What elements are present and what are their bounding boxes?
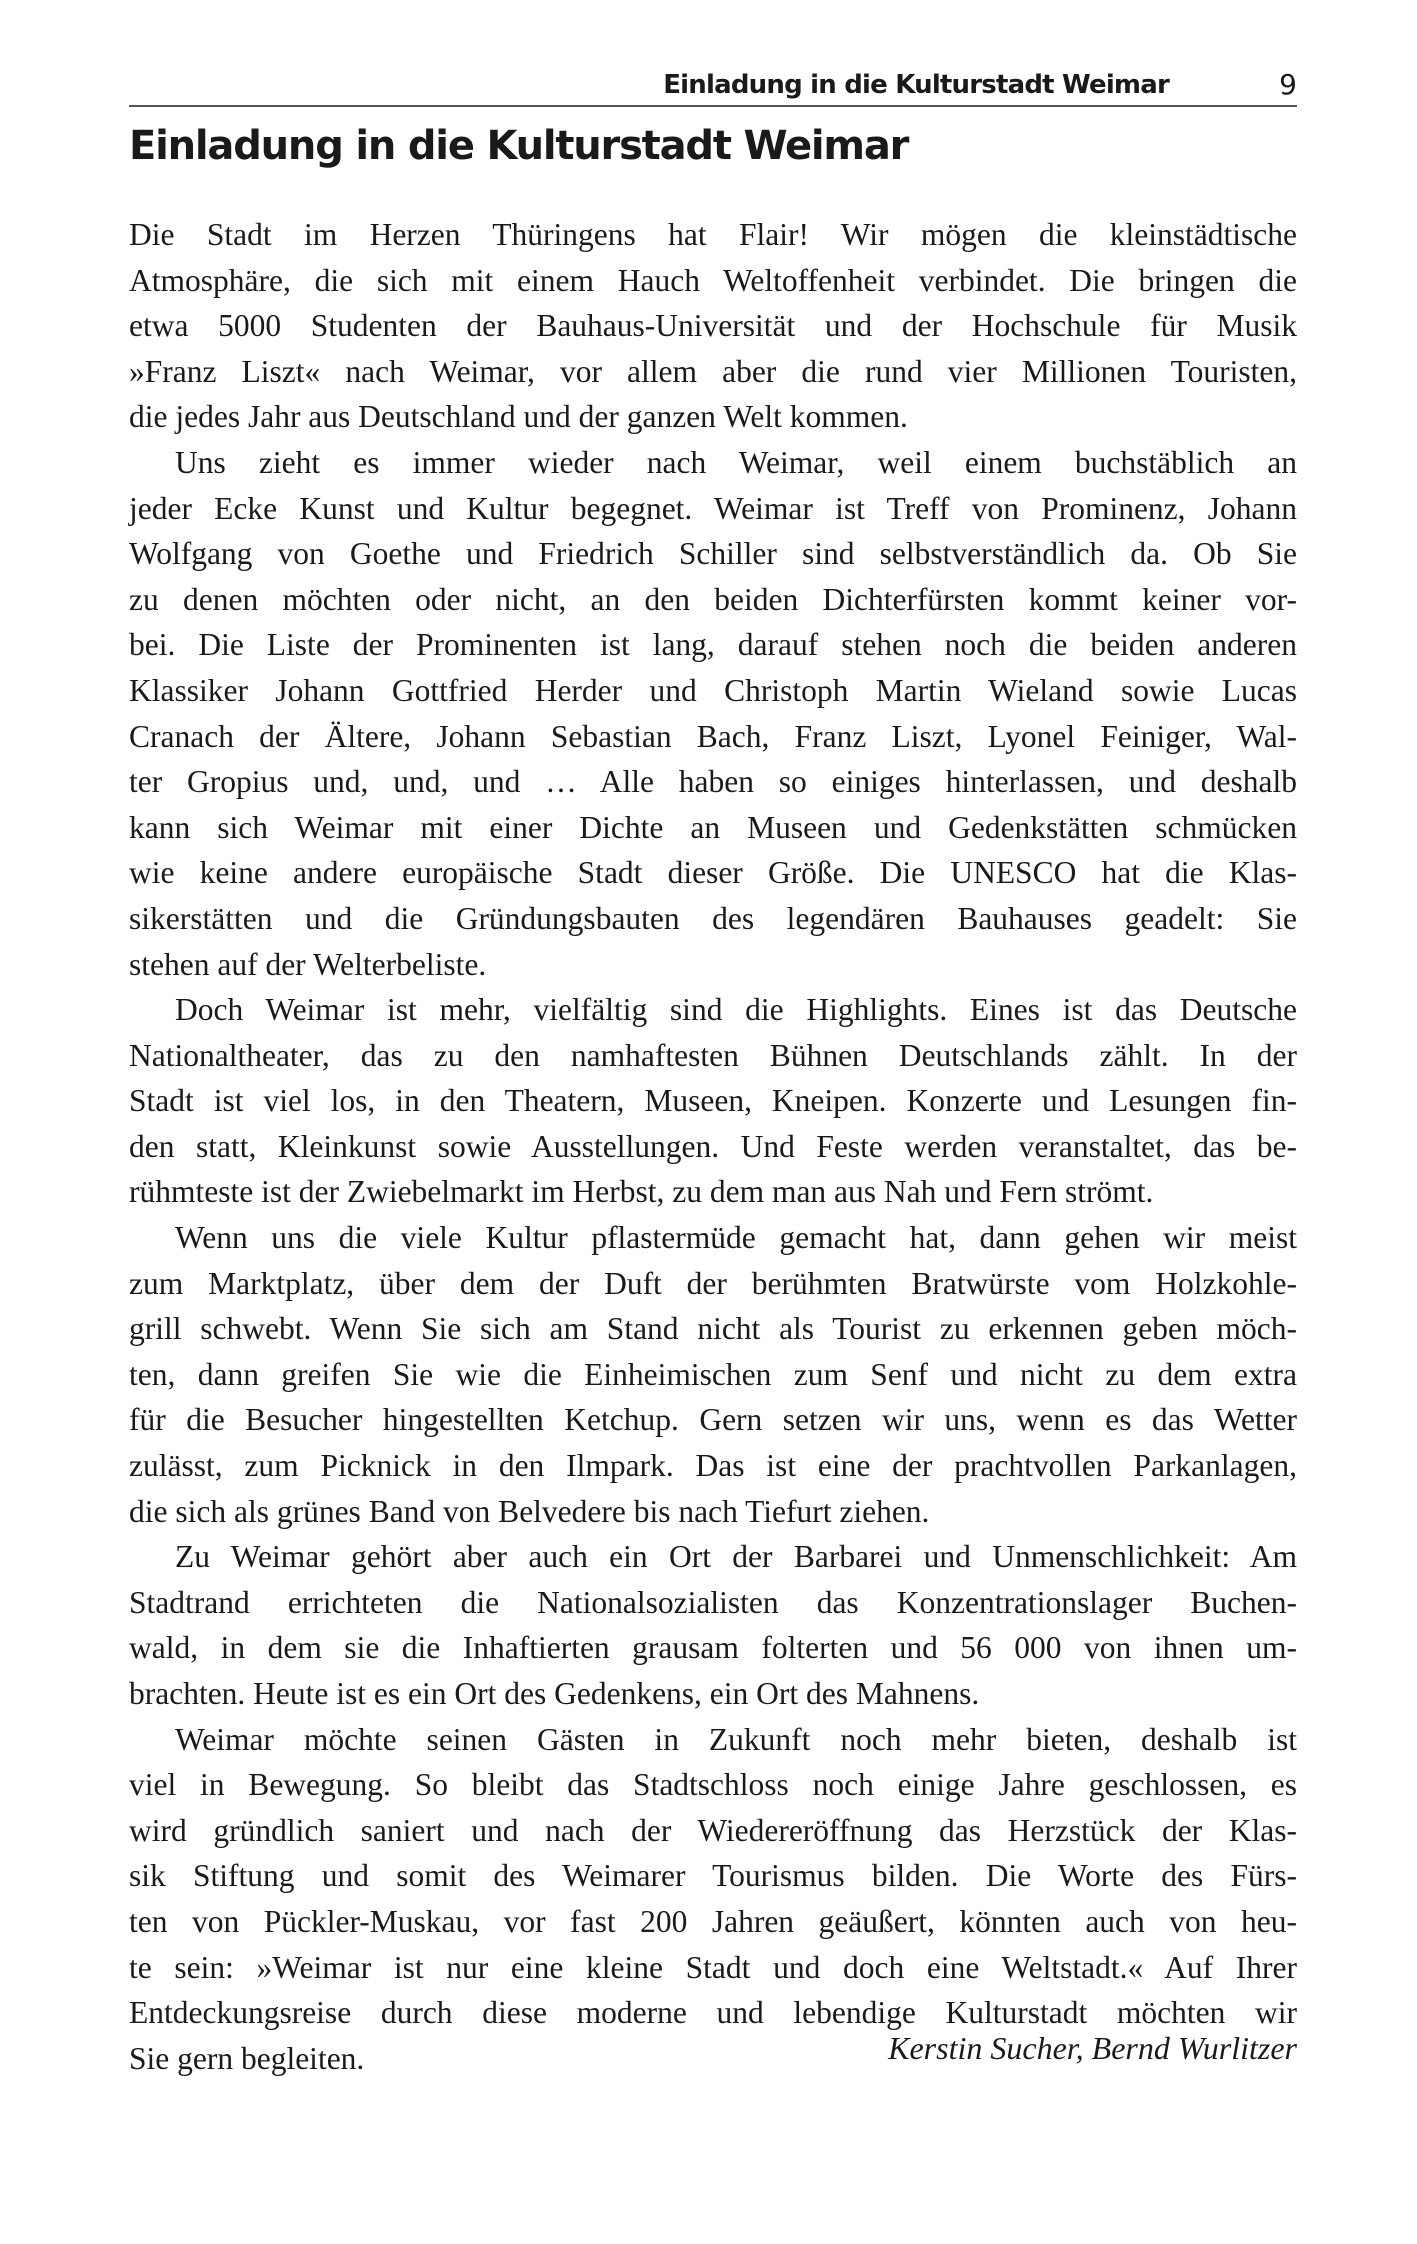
text-line: die jedes Jahr aus Deutschland und der ganzen Welt kommen. [129,399,908,435]
text-line: sikerstätten und die Gründungsbauten des legendären Bauhauses geadelt: Sie [129,900,1297,936]
paragraph [129,1534,1297,1716]
text-line: Weimar möchte seinen Gästen in Zukunft noch mehr bieten, deshalb ist [175,1721,1297,1757]
text-line: Klassiker Johann Gottfried Herder und Christoph Martin Wieland sowie Lucas [129,672,1297,708]
text-line: Stadtrand errichteten die Nationalsozialisten das Konzentrationslager Buchen- [129,1584,1297,1620]
text-line: Sie gern begleiten. [129,2040,365,2076]
text-line: wie keine andere europäische Stadt dieser Größe. Die UNESCO hat die Klas- [129,855,1297,891]
text-line: rühmteste ist der Zwiebelmarkt im Herbst, zu dem man aus Nah und Fern strömt. [129,1174,1154,1210]
paragraph [129,1215,1297,1534]
text-line: grill schwebt. Wenn Sie sich am Stand nicht als Tourist zu erkennen geben möch- [129,1311,1297,1347]
text-line: Wenn uns die viele Kultur pflastermüde gemacht hat, dann gehen wir meist [175,1220,1297,1256]
text-line: ten von Pückler-Muskau, vor fast 200 Jahren geäußert, könnten auch von heu- [129,1903,1297,1939]
text-line: Nationaltheater, das zu den namhaftesten Bühnen Deutschlands zählt. In der [129,1037,1297,1073]
paragraph [129,212,1297,440]
text-line: wird gründlich saniert und nach der Wiedereröffnung das Herzstück der Klas- [129,1812,1297,1848]
text-line: zu denen möchten oder nicht, an den beiden Dichterfürsten kommt keiner vor- [129,581,1297,617]
page-number: 9 [1279,68,1297,101]
text-line: etwa 5000 Studenten der Bauhaus-Universität und der Hochschule für Musik [129,308,1297,344]
text-line: für die Besucher hingestellten Ketchup. Gern setzen wir uns, wenn es das Wetter [129,1402,1297,1438]
text-line: Atmosphäre, die sich mit einem Hauch Weltoffenheit verbindet. Die bringen die [129,262,1297,298]
text-line: Stadt ist viel los, in den Theatern, Museen, Kneipen. Konzerte und Lesungen fin- [129,1083,1297,1119]
text-line: Die Stadt im Herzen Thüringens hat Flair! Wir mögen die kleinstädtische [129,217,1297,252]
text-line: die sich als grünes Band von Belvedere bis nach Tiefurt ziehen. [129,1493,930,1529]
text-line: Zu Weimar gehört aber auch ein Ort der Barbarei und Unmenschlichkeit: Am [175,1539,1297,1575]
text-line: wald, in dem sie die Inhaftierten grausam folterten und 56 000 von ihnen um- [129,1630,1297,1666]
text-line: viel in Bewegung. So bleibt das Stadtschloss noch einige Jahre geschlossen, es [129,1767,1297,1803]
body-text [129,212,1297,2081]
text-line: brachten. Heute ist es ein Ort des Gedenkens, ein Ort des Mahnens. [129,1676,980,1711]
text-line: den statt, Kleinkunst sowie Ausstellungen. Und Feste werden veranstaltet, das be- [129,1128,1297,1164]
paragraph [129,987,1297,1215]
running-head [129,68,1297,107]
author-signature: Kerstin Sucher, Bernd Wurlitzer [888,2030,1297,2066]
text-line: ten, dann greifen Sie wie die Einheimischen zum Senf und nicht zu dem extra [129,1356,1297,1392]
text-line: zulässt, zum Picknick in den Ilmpark. Das ist eine der prachtvollen Parkanlagen, [129,1448,1297,1484]
text-line: stehen auf der Welterbeliste. [129,946,487,982]
text-line: Wolfgang von Goethe und Friedrich Schiller sind selbstverständlich da. Ob Sie [129,536,1297,572]
text-line: jeder Ecke Kunst und Kultur begegnet. Weimar ist Treff von Prominenz, Johann [129,490,1297,526]
text-line: ter Gropius und, und, und … Alle haben so einiges hinterlassen, und deshalb [129,764,1297,800]
text-line: Doch Weimar ist mehr, vielfältig sind die Highlights. Eines ist das Deutsche [175,992,1297,1028]
chapter-heading: Einladung in die Kulturstadt Weimar [129,123,909,169]
text-line: te sein: »Weimar ist nur eine kleine Stadt und doch eine Weltstadt.« Auf Ihrer [129,1949,1297,1985]
paragraph [129,440,1297,987]
text-line: »Franz Liszt« nach Weimar, vor allem aber die rund vier Millionen Touristen, [129,353,1297,389]
text-line: Uns zieht es immer wieder nach Weimar, weil einem buchstäblich an [175,444,1297,480]
text-line: zum Marktplatz, über dem der Duft der berühmten Bratwürste vom Holzkohle- [129,1265,1297,1301]
text-line: Cranach der Ältere, Johann Sebastian Bach, Franz Liszt, Lyonel Feiniger, Wal- [129,718,1297,754]
running-head-title: Einladung in die Kulturstadt Weimar [663,70,1169,100]
paragraph [129,1717,1297,2082]
text-line: kann sich Weimar mit einer Dichte an Museen und Gedenkstätten schmücken [129,809,1297,845]
text-line: Entdeckungsreise durch diese moderne und lebendige Kulturstadt möchten wir [129,1995,1297,2031]
text-line: sik Stiftung und somit des Weimarer Tourismus bilden. Die Worte des Fürs- [129,1858,1297,1894]
text-line: bei. Die Liste der Prominenten ist lang, darauf stehen noch die beiden anderen [129,627,1297,663]
